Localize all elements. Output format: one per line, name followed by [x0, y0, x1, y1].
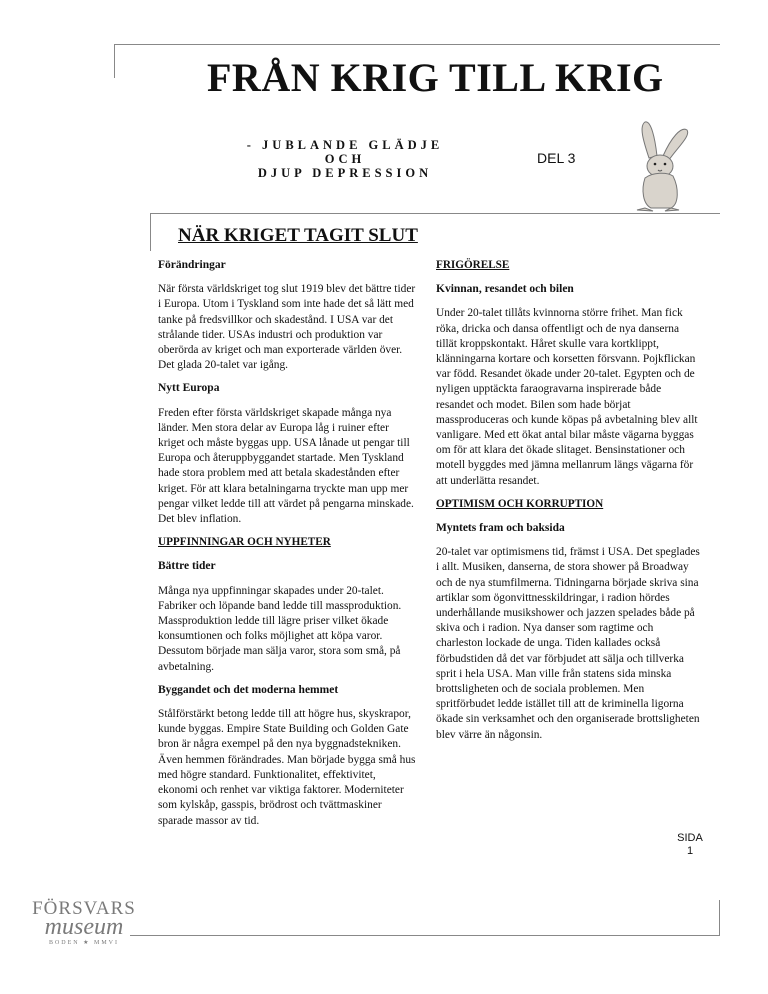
top-rule-vertical	[114, 44, 115, 78]
paragraph-byggandet: Stålförstärkt betong ledde till att högre hus, skyskrapor, kunde byggas. Empire State Building och Golden Gate bron är några exempel på den nya byggnadstekniken. Även hemmen förändrades. Man började bygga små hus med högre standard. Funktionalitet, effektivitet, ekonomi och renhet var viktiga faktorer. Moderniteter som kylskåp, gasspis, brödrost och tvättmaskiner sparade massor av tid.	[158, 708, 416, 827]
page-title: FRÅN KRIG TILL KRIG	[207, 55, 664, 100]
heading-battre-tider: Bättre tider	[158, 560, 216, 573]
museum-logo	[26, 898, 142, 946]
section-rule	[150, 213, 720, 214]
paragraph-forandringar: När första världskriget tog slut 1919 blev det bättre tider i Europa. Utom i Tyskland som inte hade det så lätt med tanke på fredsvillkor och skadestånd. I USA var det strålande tider. USAs industri och produktion var oberörda av kriget och man exporterade världen över. Det glada 20-talet var igång.	[158, 283, 416, 372]
rabbit-illustration	[615, 118, 705, 213]
heading-myntets: Myntets fram och baksida	[436, 522, 565, 535]
part-label: DEL 3	[537, 150, 576, 166]
paragraph-kvinnan: Under 20-talet tillåts kvinnorna större frihet. Man fick röka, dricka och dansa offentligt och de nya danserna tillät kroppskontakt. Håret skulle vara kortklippt, klänningarna kortare och korsetten försvann. Pojkflickan var född. Resandet ökade under 20-talet. Egypten och de nyligen upptäckta faraogravarna inspirerade både resandet och modet. Bilen som hade börjat massproduceras och kunde köpas på avbetalning blev allt vanligare. Med ett ökat antal bilar måste vägarna byggas om för att klara det ökade slitaget. Bensinstationer och motell byggdes med jämna mellanrum längs vägarna för att underlätta resandet.	[436, 307, 698, 487]
subtitle-line-1: - JUBLANDE GLÄDJE	[246, 138, 444, 152]
section-title: NÄR KRIGET TAGIT SLUT	[178, 225, 418, 246]
topic-optimism: OPTIMISM OCH KORRUPTION	[436, 497, 604, 510]
page-number	[672, 832, 708, 858]
bottom-rule	[130, 935, 720, 936]
subtitle-line-2: OCH	[324, 152, 366, 166]
paragraph-battre-tider: Många nya uppfinningar skapades under 20-talet. Fabriker och löpande band ledde till massproduktion. Massproduktion ledde till lägre priser vilket ökade konsumtionen och folks möjlighet att köpa varor. Dessutom började man sälja varor, stora som små, på avbetalning.	[158, 584, 402, 673]
bottom-rule-vertical	[719, 900, 720, 936]
right-column	[436, 258, 701, 751]
section-rule-vertical	[150, 213, 151, 251]
subtitle-line-3: DJUP DEPRESSION	[257, 166, 433, 180]
left-column	[158, 258, 418, 837]
logo-line-2: museum	[44, 914, 124, 940]
topic-frigorelse: FRIGÖRELSE	[436, 259, 510, 271]
heading-byggandet: Byggandet och det moderna hemmet	[158, 683, 339, 696]
subtitle	[240, 138, 450, 180]
logo-line-1: FÖRSVARS	[32, 898, 136, 919]
page-label: SIDA	[677, 832, 703, 844]
heading-forandringar: Förändringar	[158, 259, 226, 271]
paragraph-myntets: 20-talet var optimismens tid, främst i USA. Det speglades i allt. Musiken, danserna, de stora shower på Broadway och de nya stumfilmerna. Tidningarna började skriva sina artiklar som ögonvittnesskildringar, i radion hördes underhållande musikshower och jazzen spelades både på skiva och i radion. Nya danser som ragtime och charleston lockade de unga. Tiden kallades också förbudstiden då det var förbjudet att sälja och tillverka sprit i hela USA. Man ville från statens sida minska brottsligheten och de sociala problemen. Men spritförbudet ledde istället till att de kriminella ligorna ökade sin verksamhet och den organiserade brottsligheten blev värre än någonsin.	[436, 546, 700, 741]
paragraph-nytt-europa: Freden efter första världskriget skapade många nya länder. Men stora delar av Europa låg i ruiner efter kriget och måste byggas upp. USA lånade ut pengar till Europa och återuppbyggandet startade. Men Tyskland hade stora problem med att betala skadestånden efter kriget. För att klara betalningarna tryckte man upp mer pengar vilket ledde till att värdet på pengarna minskade. Det blev inflation.	[158, 406, 414, 526]
heading-kvinnan: Kvinnan, resandet och bilen	[436, 283, 574, 296]
topic-uppfinningar: UPPFINNINGAR OCH NYHETER	[158, 536, 331, 549]
top-rule	[114, 44, 720, 45]
logo-line-3: BODEN ★ MMVI	[48, 940, 120, 946]
page-number-value: 1	[686, 845, 694, 857]
heading-nytt-europa: Nytt Europa	[158, 382, 220, 395]
